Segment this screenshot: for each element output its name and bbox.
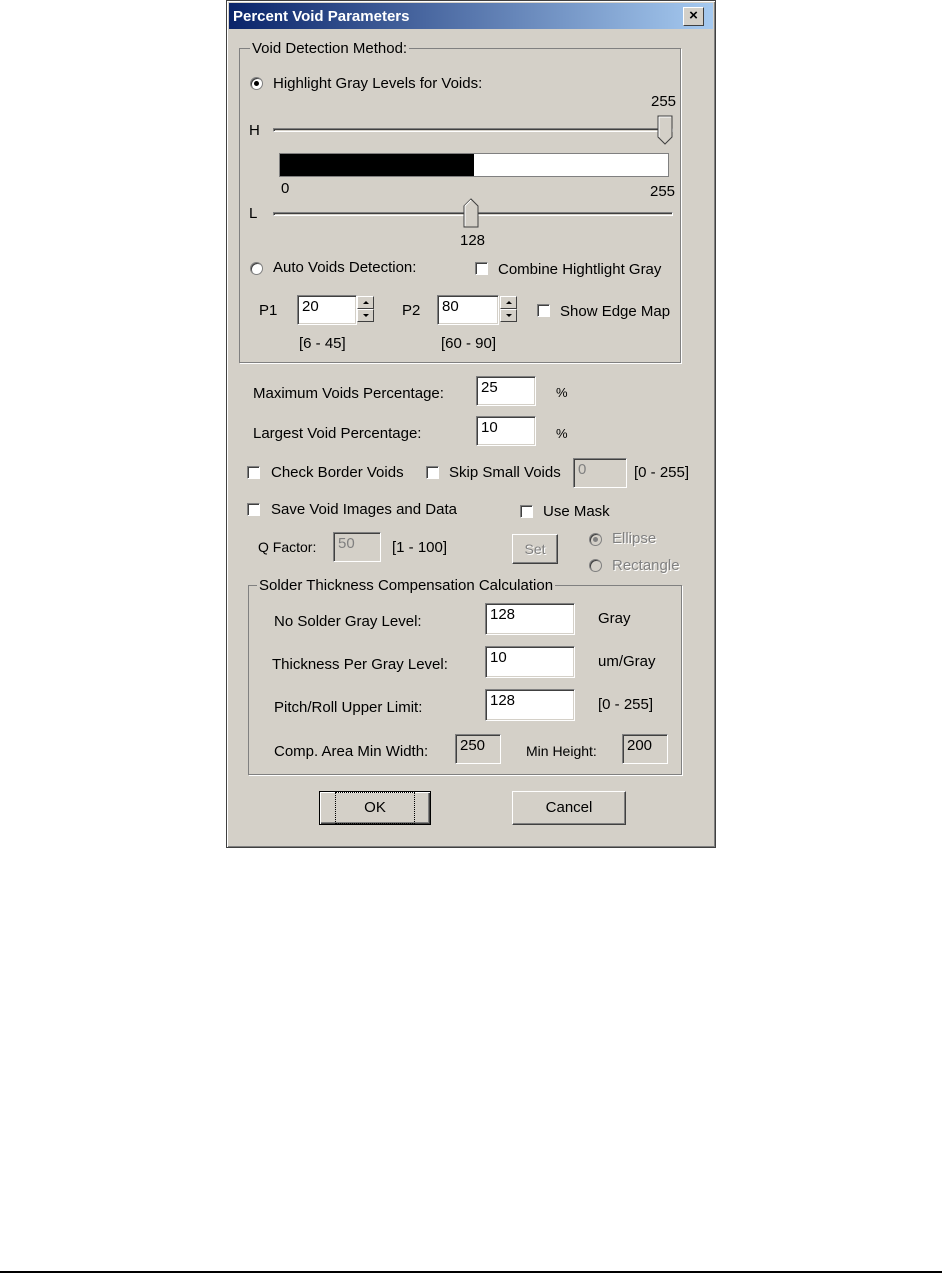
- show-edge-map-label: Show Edge Map: [560, 303, 671, 320]
- arrow-up-icon: [506, 301, 512, 304]
- gray-level-bar: [279, 153, 669, 177]
- p2-spin-up[interactable]: [500, 296, 517, 309]
- largest-void-input[interactable]: 10: [476, 416, 536, 446]
- rectangle-radio[interactable]: [589, 559, 602, 572]
- use-mask-label: Use Mask: [543, 503, 610, 520]
- show-edge-map-checkbox[interactable]: [537, 304, 550, 317]
- h-slider-thumb[interactable]: [657, 115, 673, 145]
- thickness-per-gray-unit: um/Gray: [598, 653, 656, 670]
- max-voids-unit: %: [556, 385, 568, 400]
- skip-small-voids-label: Skip Small Voids: [449, 464, 561, 481]
- highlight-gray-label: Highlight Gray Levels for Voids:: [273, 75, 483, 92]
- gray-bar-high: 255: [650, 183, 676, 200]
- save-void-images-checkbox[interactable]: [247, 503, 260, 516]
- p2-spinner[interactable]: [500, 296, 517, 322]
- pitch-roll-input[interactable]: 128: [485, 689, 575, 721]
- q-factor-input[interactable]: 50: [333, 532, 381, 562]
- check-border-voids-label: Check Border Voids: [271, 464, 404, 481]
- h-slider-value: 255: [651, 93, 677, 110]
- largest-void-label: Largest Void Percentage:: [253, 425, 422, 442]
- p1-spin-up[interactable]: [357, 296, 374, 309]
- combine-highlight-checkbox[interactable]: [475, 262, 488, 275]
- solder-thickness-group-title: Solder Thickness Compensation Calculation: [259, 577, 554, 594]
- ok-button-label: OK: [335, 792, 415, 824]
- close-button[interactable]: ×: [683, 7, 704, 26]
- ok-button[interactable]: [319, 791, 431, 825]
- largest-void-unit: %: [556, 426, 568, 441]
- arrow-down-icon: [363, 314, 369, 317]
- auto-voids-radio[interactable]: [250, 262, 263, 275]
- l-slider-value: 128: [460, 232, 486, 249]
- l-slider-thumb[interactable]: [463, 198, 479, 228]
- thickness-per-gray-input[interactable]: 10: [485, 646, 575, 678]
- no-solder-gray-label: No Solder Gray Level:: [274, 613, 422, 630]
- combine-highlight-label: Combine Hightlight Gray: [498, 261, 662, 278]
- skip-small-voids-input[interactable]: 0: [573, 458, 627, 488]
- q-factor-label: Q Factor:: [258, 539, 317, 555]
- p1-spin-down[interactable]: [357, 309, 374, 322]
- h-slider-track: [273, 128, 673, 132]
- gray-level-bar-fill: [280, 154, 474, 176]
- set-button[interactable]: Set: [512, 534, 558, 564]
- highlight-gray-radio[interactable]: [250, 77, 263, 90]
- max-voids-input[interactable]: 25: [476, 376, 536, 406]
- no-solder-gray-unit: Gray: [598, 610, 631, 627]
- check-border-voids-checkbox[interactable]: [247, 466, 260, 479]
- p2-range: [60 - 90]: [441, 335, 497, 352]
- p1-label: P1: [259, 302, 278, 319]
- arrow-up-icon: [363, 301, 369, 304]
- use-mask-checkbox[interactable]: [520, 505, 533, 518]
- no-solder-gray-input[interactable]: 128: [485, 603, 575, 635]
- arrow-down-icon: [506, 314, 512, 317]
- p1-range: [6 - 45]: [299, 335, 346, 352]
- skip-small-voids-range: [0 - 255]: [634, 464, 690, 481]
- comp-area-min-width-label: Comp. Area Min Width:: [274, 743, 429, 760]
- ellipse-label: Ellipse: [612, 530, 657, 547]
- p2-spin-down[interactable]: [500, 309, 517, 322]
- page-bottom-rule: [0, 1271, 942, 1273]
- ellipse-radio[interactable]: [589, 533, 602, 546]
- max-voids-label: Maximum Voids Percentage:: [253, 385, 444, 402]
- radio-dot: [254, 81, 259, 86]
- p1-spinner[interactable]: [357, 296, 374, 322]
- pitch-roll-unit: [0 - 255]: [598, 696, 654, 713]
- min-height-label: Min Height:: [526, 743, 597, 759]
- pitch-roll-label: Pitch/Roll Upper Limit:: [274, 699, 423, 716]
- gray-bar-low: 0: [281, 180, 290, 197]
- p2-input[interactable]: 80: [437, 295, 499, 325]
- thickness-per-gray-label: Thickness Per Gray Level:: [272, 656, 448, 673]
- comp-area-min-width-input[interactable]: 250: [455, 734, 501, 764]
- dialog-title: Percent Void Parameters: [233, 8, 410, 25]
- p2-label: P2: [402, 302, 421, 319]
- cancel-button[interactable]: Cancel: [512, 791, 626, 825]
- min-height-input[interactable]: 200: [622, 734, 668, 764]
- l-slider-label: L: [249, 205, 258, 222]
- skip-small-voids-checkbox[interactable]: [426, 466, 439, 479]
- void-detection-group-title: Void Detection Method:: [252, 40, 408, 57]
- auto-voids-label: Auto Voids Detection:: [273, 259, 417, 276]
- radio-dot: [593, 537, 598, 542]
- h-slider-label: H: [249, 122, 260, 139]
- p1-input[interactable]: 20: [297, 295, 357, 325]
- save-void-images-label: Save Void Images and Data: [271, 501, 457, 518]
- q-factor-range: [1 - 100]: [392, 539, 448, 556]
- rectangle-label: Rectangle: [612, 557, 680, 574]
